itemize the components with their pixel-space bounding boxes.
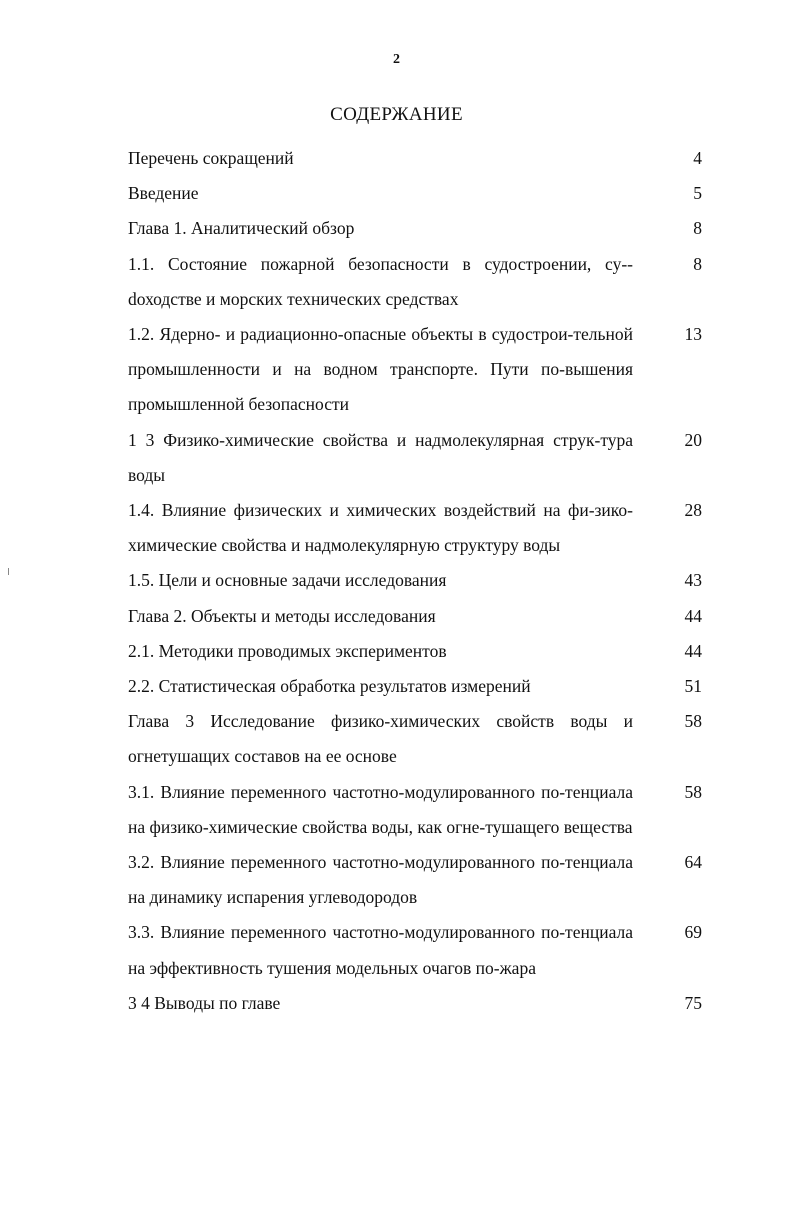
toc-entry-page: 20 (684, 429, 702, 450)
toc-entry-text: 3 4 Выводы по главе (128, 992, 281, 1013)
toc-entry-text: 1.1. Состояние пожарной безопасности в судостроении, су-dоходстве и морских технических средствах (128, 253, 633, 309)
toc-entry-page: 44 (684, 605, 702, 626)
margin-mark (8, 568, 9, 575)
toc-entry-2-1 (128, 634, 708, 669)
toc-entry-chapter-3 (128, 704, 708, 774)
toc-entry-text: Перечень сокращений (128, 148, 294, 168)
toc-entry-page: 58 (684, 781, 702, 802)
toc-entry-text: Глава 1. Аналитический обзор (128, 218, 355, 239)
toc-entry-text: 3.2. Влияние переменного частотно-модулированного по-тенциала на динамику испарения углеводородов (128, 852, 633, 908)
toc-entry-1-2 (128, 317, 708, 423)
toc-entry-2-2 (128, 669, 708, 704)
toc-entry-page: 8 (693, 253, 702, 274)
toc-entry-text: Введение (128, 183, 199, 204)
toc-entry-text: Глава 2. Объекты и методы исследования (128, 605, 436, 626)
toc-entry-abbreviations (128, 141, 708, 176)
toc-entry-text: 1.2. Ядерно- и радиационно-опасные объекты в судострои-тельной промышленности и на водном транспорте. Пути по-вышения промышленной безопасности (128, 324, 633, 415)
toc-entry-page: 5 (693, 183, 702, 204)
toc-entry-page: 44 (684, 640, 702, 661)
toc-entry-page: 69 (684, 922, 702, 943)
toc-entry-page: 13 (684, 324, 702, 345)
toc-entry-3-3 (128, 915, 708, 985)
toc-entry-text: 3.1. Влияние переменного частотно-модулированного по-тенциала на физико-химические свойства воды, как огне-тушащего вещества (128, 781, 633, 837)
toc-entry-page: 28 (684, 500, 702, 521)
toc-entry-text: Глава 3 Исследование физико-химических свойств воды и огнетушащих составов на ее основе (128, 711, 633, 767)
toc-entry-3-1 (128, 775, 708, 845)
toc-entry-page: 64 (684, 852, 702, 873)
toc-entry-1-5 (128, 563, 708, 598)
toc-entry-page: 4 (693, 148, 702, 168)
toc-entry-1-3 (128, 423, 708, 493)
toc-entry-text: 1 3 Физико-химические свойства и надмолекулярная струк-тура воды (128, 429, 633, 485)
toc-entry-1-4 (128, 493, 708, 563)
toc-entry-page: 51 (684, 676, 702, 697)
toc-entry-page: 8 (693, 218, 702, 239)
page-title: СОДЕРЖАНИЕ (330, 104, 463, 125)
toc-entry-text: 3.3. Влияние переменного частотно-модулированного по-тенциала на эффективность тушения модельных очагов по-жара (128, 922, 633, 978)
toc-entry-chapter-2 (128, 599, 708, 634)
table-of-contents (128, 141, 708, 1021)
toc-entry-page: 43 (684, 570, 702, 591)
toc-entry-page: 75 (684, 992, 702, 1013)
toc-entry-chapter-1 (128, 211, 708, 246)
toc-entry-3-2 (128, 845, 708, 915)
toc-entry-text: 2.1. Методики проводимых экспериментов (128, 640, 447, 661)
toc-entry-page: 58 (684, 711, 702, 732)
toc-entry-text: 2.2. Статистическая обработка результатов измерений (128, 676, 531, 697)
toc-entry-3-4 (128, 986, 708, 1021)
page-number: 2 (393, 52, 400, 67)
toc-entry-text: 1.4. Влияние физических и химических воздействий на фи-зико-химические свойства и надмолекулярную структуру воды (128, 500, 633, 556)
toc-entry-introduction (128, 176, 708, 211)
toc-entry-1-1 (128, 247, 708, 317)
toc-entry-text: 1.5. Цели и основные задачи исследования (128, 570, 447, 591)
